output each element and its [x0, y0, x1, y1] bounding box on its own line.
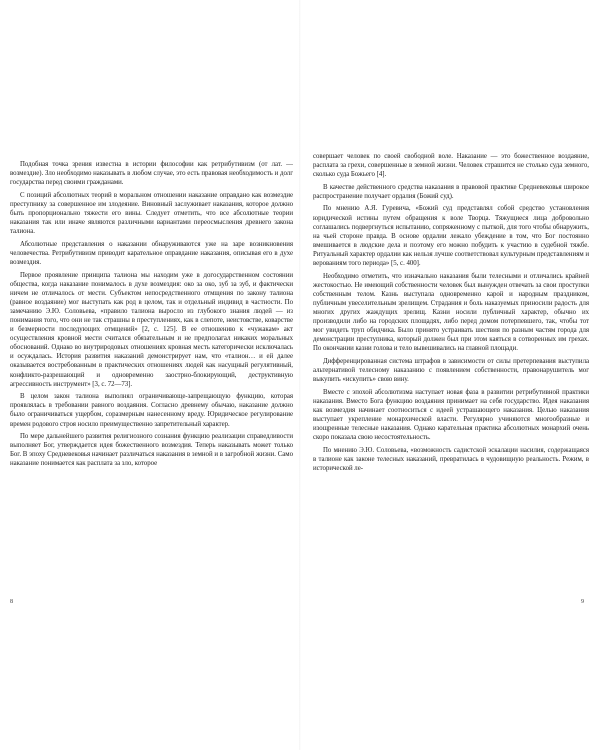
left-paragraph-5: В целом закон талиона выполнял ограничивающе-запрещающую функцию, которая проявлялась в требовании равного воздаяния. Согласно древнему обычаю, наказание должно было ограничиваться ущербом, соразмерным нанесенному вреду. Юридическое регулирование времен родового строя носило преимущественно запретительный характер. [10, 393, 293, 428]
book-gutter [299, 0, 301, 750]
page-number-left: 8 [10, 599, 13, 605]
left-paragraph-3: Абсолютные представления о наказании обнаруживаются уже на заре возникновения человечества. Ретрибутивизм приводит карательное оправдание наказания, описывая его в духе возмездия. [10, 240, 293, 266]
page-number-right: 9 [581, 599, 584, 605]
right-paragraph-1: совершает человек по своей свободной воле. Наказание — это божественное воздаяние, расплата за грехи, совершенные в земной жизни. Человек страшится не столько суда земного, сколько суда Божьего [4]. [313, 153, 589, 179]
left-paragraph-2: С позиций абсолютных теорий в моральном отношении наказание оправдано как возмездие преступнику за совершенное им злодеяние. Виновный заслуживает наказания, которое должно быть пропорционально тяжести его вины. Следует отметить, что все абсолютные теории наказания так или иначе являются различными вариантами переосмысления древнего закона талиона. [10, 191, 293, 236]
right-paragraph-7: По мнению Э.Ю. Соловьева, «возможность садистской эскалации насилия, содержащаяся в талионе как законе телесных наказаний, превратилась в чудовищную реальность. Режим, в исторической ле- [313, 446, 589, 472]
right-paragraph-6: Вместе с эпохой абсолютизма наступает новая фаза в развитии ретрибутивной практики наказания. Вместо Бога функцию воздаяния принимает на себя государство. Идея наказания как возмездия начинает соотноситься с идеей устрашающего наказания. Целью наказания выступает укрепление монархической власти. Регулярно учиняются многообразные и изощренные телесные наказания. Однако карательная практика абсолютных монархий очень скоро показала свою несостоятельность. [313, 388, 589, 442]
right-paragraph-3: По мнению А.Я. Гуревича, «Божий суд представлял собой средство установления юридической истины путем обращения к воле Творца. Тяжущиеся лица добровольно соглашались подвергнуться испытанию, сопряженному с пыткой, для того чтобы обнаружить, на чьей стороне правда. В основе ордалии лежало убеждение в том, что Бог постоянно вмешивается в людские дела и поэтому его можно побудить к участию в судебной тяжбе. Ритуальный характер ордалии как нельзя лучше соответствовал культурным представлениям и верованиям того периода» [5, с. 400]. [313, 205, 589, 268]
left-paragraph-6: По мере дальнейшего развития религиозного сознания функцию реализации справедливости выполняет Бог, утверждается идея божественного возмездия. Теперь наказывать может только Бог. В эпоху Средневековья начинает различаться наказания в земной и в загробной жизни. Само наказание понимается как расплата за зло, которое [10, 433, 293, 468]
right-paragraph-5: Дифференцированная система штрафов в зависимости от силы претерпевания выступила альтернативой телесному наказанию с появлением собственности, правонарушитель мог выкупить «искупить» свою вину. [313, 357, 589, 384]
right-page-text [313, 152, 589, 473]
left-paragraph-4: Первое проявление принципа талиона мы находим уже в догосударственном состоянии общества, когда наказание понималось в духе возмездия: око за око, зуб за зуб, и фактически ничем не отличалось от мести. Субъектом непосредственного отмщения по закону талиона (равное воздаяние) мог выступать как род в целом, так и отдельный индивид в частности. По замечанию Э.Ю. Соловьева, «правило талиона выросло из глубокого знания людей — из понимания того, что они не так страшны в преступлениях, как в слепоте, неистовстве, коварстве и безмерности последующих отмщений» [2, с. 125]. В ее отношению к «чужакам» акт осуществления кровной мести считался обязательным и не предполагал никаких моральных обоснований. Однако во внутриродовых отношениях кровная месть категорически исключалась и осуждалась. История развития наказаний демонстрирует нам, что «талион… и ей далее оказывается востребованным в практических отношениях людей как насущный регулятивный, конфликто-разрешающий и одновременно заострно-блокирующий, деструктивную агрессивность инструмент» [3, с. 72—73]. [10, 271, 293, 388]
left-page-text [10, 160, 293, 469]
right-paragraph-4: Необходимо отметить, что изначально наказания были телесными и отличались крайней жестокостью. Не имеющий собственности человек был вынужден отвечать за свои проступки собственным телом. Казнь выступала одновременно карой и народным праздником, публичным увеселительным зрелищем. Страдания и боль наказуемых приносили радость для многих других жаждущих зрелищ. Казни носили публичный характер, обычно их производили либо на городских площадях, либо перед домом потерпевшего, так, чтобы тот мог увидеть труп обидчика. Было принято устраивать шествия по разным частям города для демонстрации преступника, который должен был при этом каяться в сотворенных им грехах. По окончании казни голова и тело вывешивались на главной площади. [313, 272, 589, 353]
right-paragraph-2: В качестве действенного средства наказания в правовой практике Средневековья широкое распространение получает ордалия (Божий суд). [313, 183, 589, 200]
left-paragraph-1: Подобная точка зрения известна в истории философии как ретрибутивизм (от лат. — возмездие). Зло необходимо наказывать в любом случае, это есть правовая необходимость и долг государства перед своими гражданами. [10, 161, 293, 187]
